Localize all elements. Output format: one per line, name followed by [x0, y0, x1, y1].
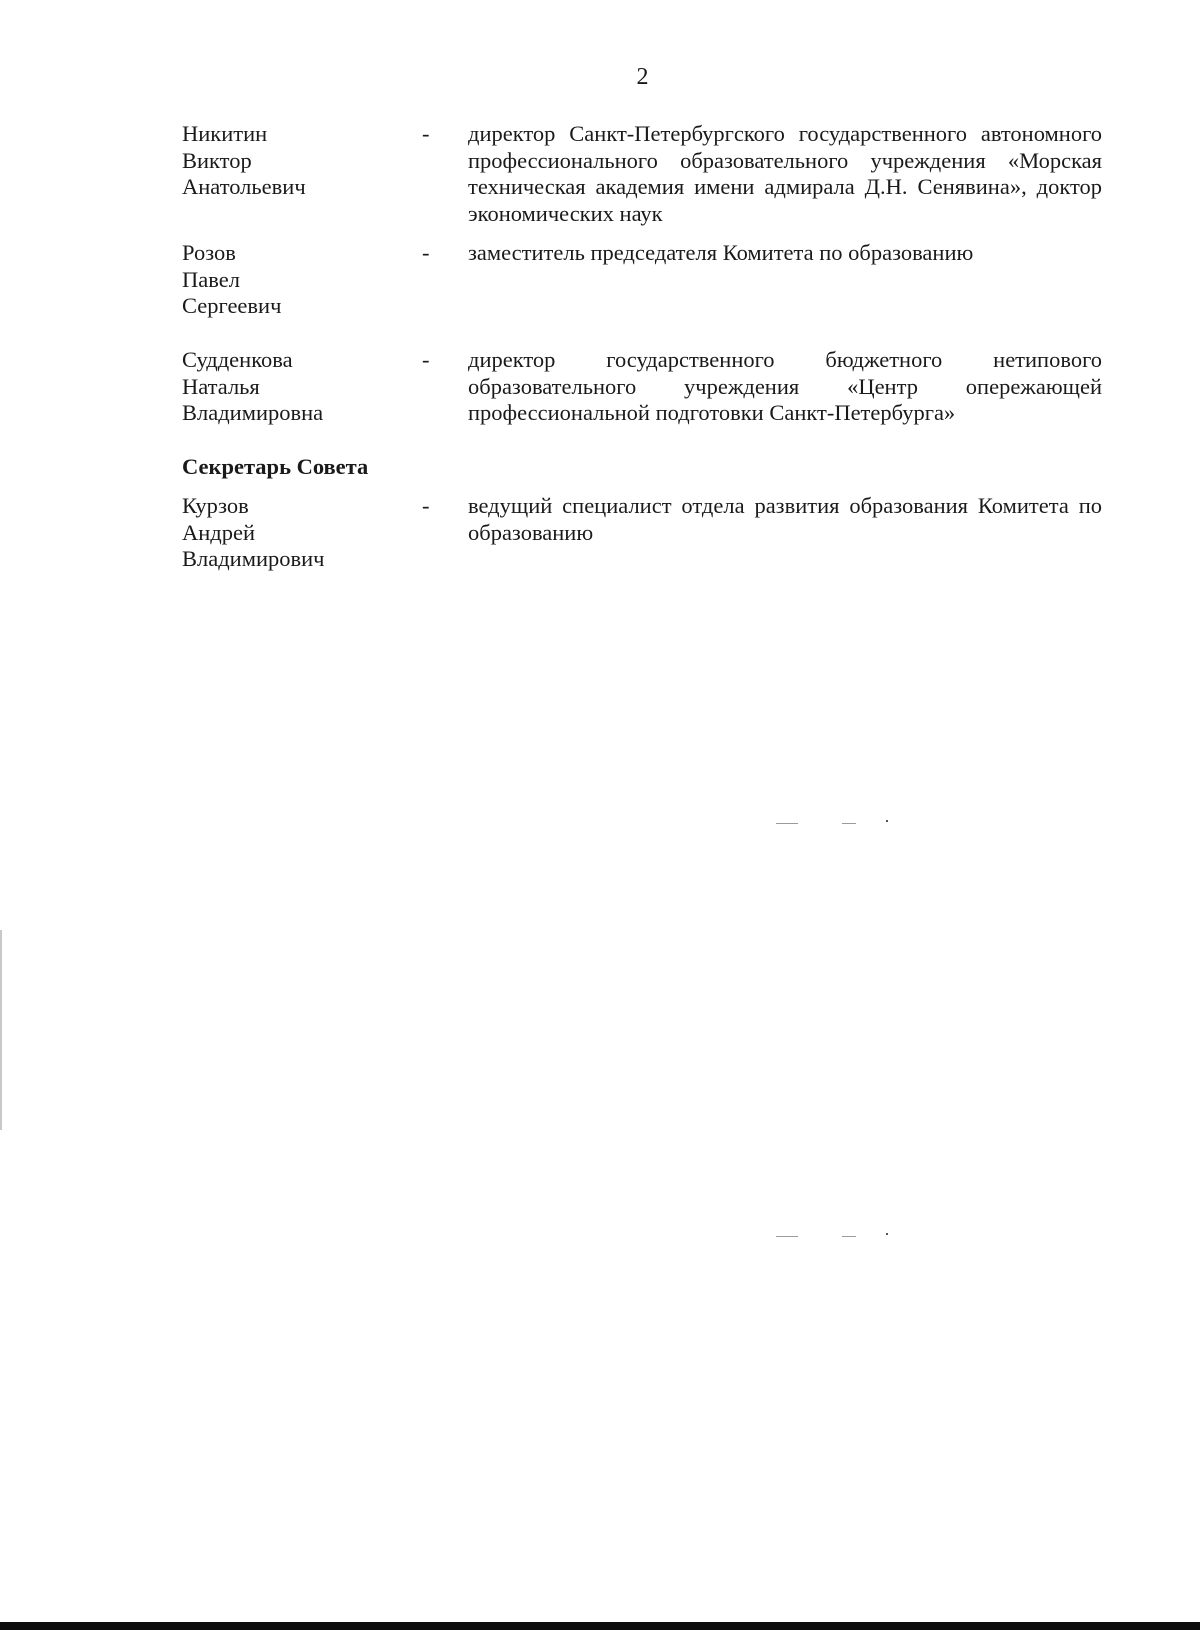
member-first-name: Виктор [182, 147, 252, 173]
member-name [182, 121, 412, 201]
member-position: заместитель председателя Комитета по образованию [468, 240, 974, 265]
scan-edge [0, 1622, 1200, 1630]
member-surname: Никитин [182, 121, 268, 146]
member-patronymic: Владимировна [182, 400, 324, 425]
member-dash: - [422, 240, 430, 265]
member-surname: Судденкова [182, 347, 293, 372]
member-position: директор государственного бюджетного нетипового образовательного учреждения «Центр опережающей профессиональной подготовки Санкт-Петербурга» [468, 347, 1102, 425]
member-name [182, 347, 412, 427]
page-number: 2 [636, 64, 649, 90]
scan-mark [842, 823, 856, 824]
scan-dot [886, 1233, 888, 1235]
member-dash: - [422, 347, 430, 372]
scan-dot [886, 820, 888, 822]
member-first-name: Андрей [182, 519, 256, 545]
member-name [182, 493, 412, 573]
secretary-heading: Секретарь Совета [182, 454, 369, 479]
member-dash: - [422, 493, 430, 518]
member-name [182, 240, 412, 320]
scan-mark [776, 1236, 798, 1237]
scan-mark [842, 1236, 856, 1237]
member-surname: Розов [182, 240, 236, 265]
member-dash: - [422, 121, 430, 146]
member-surname: Курзов [182, 493, 249, 518]
member-first-name: Наталья [182, 373, 260, 399]
member-position: ведущий специалист отдела развития образования Комитета по образованию [468, 493, 1102, 545]
member-position: директор Санкт-Петербургского государственного автономного профессионального образовательного учреждения «Морская техническая академия имени адмирала Д.Н. Сенявина», доктор экономических наук [468, 121, 1102, 226]
member-patronymic: Анатольевич [182, 174, 306, 199]
scan-edge [0, 930, 2, 1130]
scan-mark [776, 823, 798, 824]
member-patronymic: Сергеевич [182, 293, 282, 318]
member-first-name: Павел [182, 266, 240, 292]
member-patronymic: Владимирович [182, 546, 325, 571]
